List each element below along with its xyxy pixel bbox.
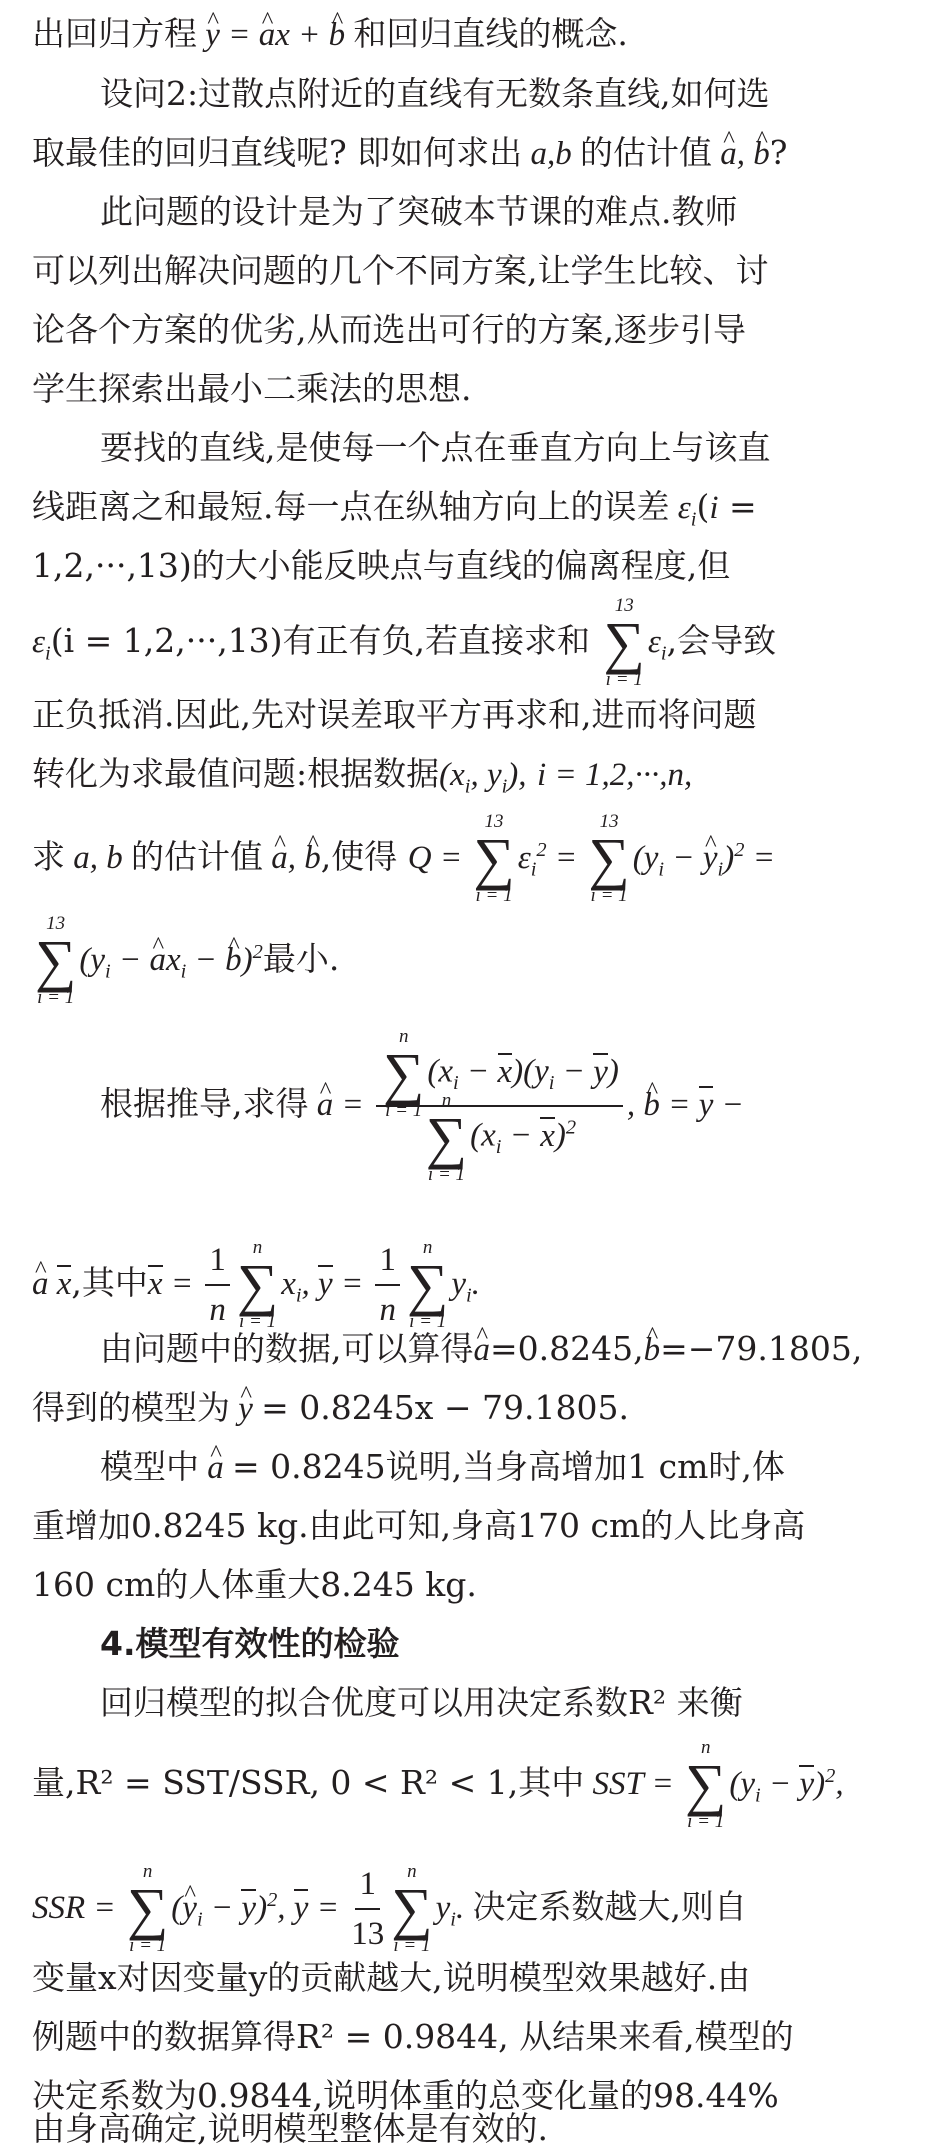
least-squares-line-3: 1,2,···,13)的大小能反映点与直线的偏离程度,但 — [32, 546, 731, 585]
least-squares-line-5: 正负抵消.因此,先对误差取平方再求和,进而将问题 — [32, 695, 757, 734]
design-para-line-4: 学生探索出最小二乘法的思想. — [32, 369, 472, 408]
validity-line-1: 回归模型的拟合优度可以用决定系数R² 来衡 — [100, 1683, 743, 1722]
interpretation-line-3: 160 cm的人体重大8.245 kg. — [32, 1565, 477, 1604]
section-heading: 4.模型有效性的检验 — [100, 1624, 400, 1663]
design-para-line-3: 论各个方案的优劣,从而选出可行的方案,逐步引导 — [32, 310, 746, 349]
validity-line-6: 决定系数为0.9844,说明体重的总变化量的98.44% — [32, 2076, 779, 2115]
validity-line-3: SSR = n ∑ i = 1 (y $\^{}_i - y)^2$, y = $\frac{1}{13}$ n ∑ i = 1 $y_i$. 决定系数越大,则自 — [32, 1862, 910, 1956]
least-squares-line-2: 线距离之和最短.每一点在纵轴方向上的误差 $\varepsilon_i(i$ = — [32, 487, 757, 531]
design-para-line-2: 可以列出解决问题的几个不同方案,让学生比较、讨 — [32, 251, 769, 290]
interpretation-line-2: 重增加0.8245 kg.由此可知,身高170 cm的人比身高 — [32, 1506, 806, 1545]
least-squares-line-1: 要找的直线,是使每一个点在垂直方向上与该直 — [100, 428, 771, 467]
validity-line-5: 例题中的数据算得R² = 0.9844, 从结果来看,模型的 — [32, 2017, 794, 2056]
question-2-line-2: 取最佳的回归直线呢? 即如何求出 a,b 的估计值 a ^, b ^? — [32, 131, 910, 176]
question-2-line-1: 设问2:过散点附近的直线有无数条直线,如何选 — [100, 74, 770, 113]
derivation-line: 根据推导,求得 a ^ = n ∑ i = 1 $(x_i - x)(y_i - y)$ n ∑ i = 1 $(x_i - x)^2$ , b ^ = y − — [100, 1045, 910, 1167]
mean-definition-line: a ^ x,其中x = $\frac{1}{n}$ n ∑ i = 1 $x_i$, y = $\frac{1}{n}$ n ∑ i = 1 $y_i$. — [32, 1238, 910, 1332]
result-line-1: 由问题中的数据,可以算得a ^=0.8245,b ^=−79.1805, — [100, 1327, 910, 1372]
validity-line-4: 变量x对因变量y的贡献越大,说明模型效果越好.由 — [32, 1958, 751, 1997]
least-squares-line-7: 求 a, b 的估计值 a ^, b ^,使得 Q = 13 ∑ i = 1 $\varepsilon_i^2$ = 13 ∑ i = 1 ($y_i - y$ $\^{}_i)^2$ = — [32, 830, 910, 888]
interpretation-line-1: 模型中 a ^ = 0.8245说明,当身高增加1 cm时,体 — [100, 1445, 910, 1490]
result-line-2: 得到的模型为 y ^ = 0.8245x − 79.1805. — [32, 1386, 910, 1431]
validity-line-2: 量,R² = SST/SSR, 0 < R² < 1,其中 SST = n ∑ i = 1 $(y_i - y)^2$, — [32, 1737, 844, 1832]
a-hat-fraction: n ∑ i = 1 $(x_i - x)(y_i - y)$ n ∑ i = 1 $(x_i - x)^2$ — [376, 1045, 623, 1167]
least-squares-line-6: 转化为求最值问题:根据数据($x_i$, $y_i$), i = 1,2,···,n, — [32, 754, 693, 798]
least-squares-line-8: 13 ∑ i = 1 ($y_i - a$ $\^{}x_i - b$ ^)$^2$最小. — [32, 932, 910, 990]
design-para-line-1: 此问题的设计是为了突破本节课的难点.教师 — [100, 192, 738, 231]
least-squares-line-4: $\varepsilon_i(i = 1,2,\cdot\cdot\cdot,13)$有正有负,若直接求和 13 ∑ i = 1 $\varepsilon_i$,会导致 — [32, 595, 777, 690]
line-1: 出回归方程 y ^ = a ^x + b ^ 和回归直线的概念. — [32, 12, 910, 57]
validity-line-7: 由身高确定,说明模型整体是有效的. — [32, 2109, 548, 2148]
